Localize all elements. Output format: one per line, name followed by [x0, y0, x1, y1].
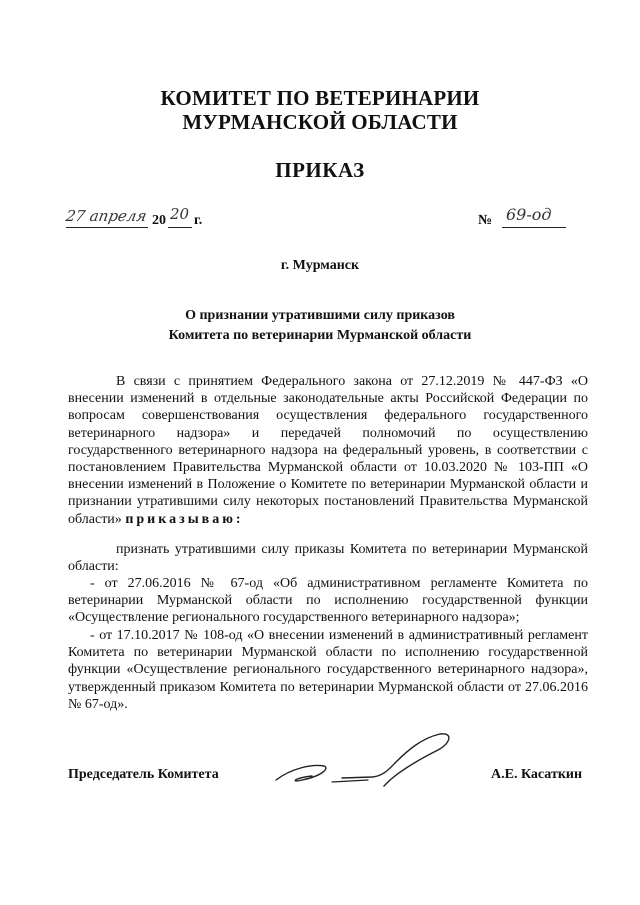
order-date [66, 205, 256, 233]
document-type-title: ПРИКАЗ [275, 158, 365, 182]
order-subject [0, 306, 640, 346]
number-underline [502, 227, 566, 228]
number-sign: № [478, 213, 493, 228]
handwritten-signature [272, 728, 462, 798]
year-underline [168, 227, 192, 228]
preamble-paragraph [68, 373, 588, 528]
repealed-order-item: - от 27.06.2016 № 67-од «Об административном регламенте Комитета по ветеринарии Мурманской области по исполнению государственной функции «Осуществление регионального государственного ветеринарного надзора»; [68, 576, 588, 626]
year-prefix: 20 [152, 213, 166, 228]
repealed-order-item: - от 17.10.2017 № 108-од «О внесении изменений в административный регламент Комитета по ветеринарии Мурманской области по исполнению государственной функции «Осуществление регионального государственного ветеринарного надзора», утвержденный приказом Комитета по ветеринарии Мурманской области от 27.06.2016 № 67-од». [68, 628, 588, 712]
signatory-position: Председатель Комитета [68, 767, 219, 782]
handwritten-date: 27 апреля [64, 207, 149, 225]
city-line: г. Мурманск [280, 258, 360, 273]
year-suffix: г. [194, 213, 203, 228]
resolution-paragraph: признать утратившими силу приказы Комитета по ветеринарии Мурманской области: [68, 542, 588, 575]
handwritten-year: 20 [170, 205, 190, 223]
order-word: приказываю: [125, 511, 244, 527]
preamble-text: В связи с принятием Федерального закона от 27.12.2019 № 447-ФЗ «О внесении изменений в отдельные законодательные акты Российской Федерации по вопросам совершенствования осуществления федерального государственного ветеринарного надзора» и передачей полномочий по осуществлению государственного ветеринарного надзора на федеральный уровень, в соответствии с постановлением Правительства Мурманской области от 10.03.2020 № 103-ПП «О внесении изменений в Положение о Комитете по ветеринарии Мурманской области и признании утратившими силу некоторых постановлений Правительства Мурманской области» [68, 374, 588, 527]
handwritten-number: 69-од [506, 205, 552, 224]
organization-title-line2: МУРМАНСКОЙ ОБЛАСТИ [182, 110, 458, 134]
date-underline [66, 227, 148, 228]
subject-line1: О признании утратившими силу приказов [185, 308, 455, 323]
subject-line2: Комитета по ветеринарии Мурманской области [168, 328, 472, 343]
organization-title [0, 86, 640, 134]
order-number [478, 205, 588, 235]
signatory-name: А.Е. Касаткин [491, 767, 583, 782]
organization-title-line1: КОМИТЕТ ПО ВЕТЕРИНАРИИ [160, 86, 480, 110]
